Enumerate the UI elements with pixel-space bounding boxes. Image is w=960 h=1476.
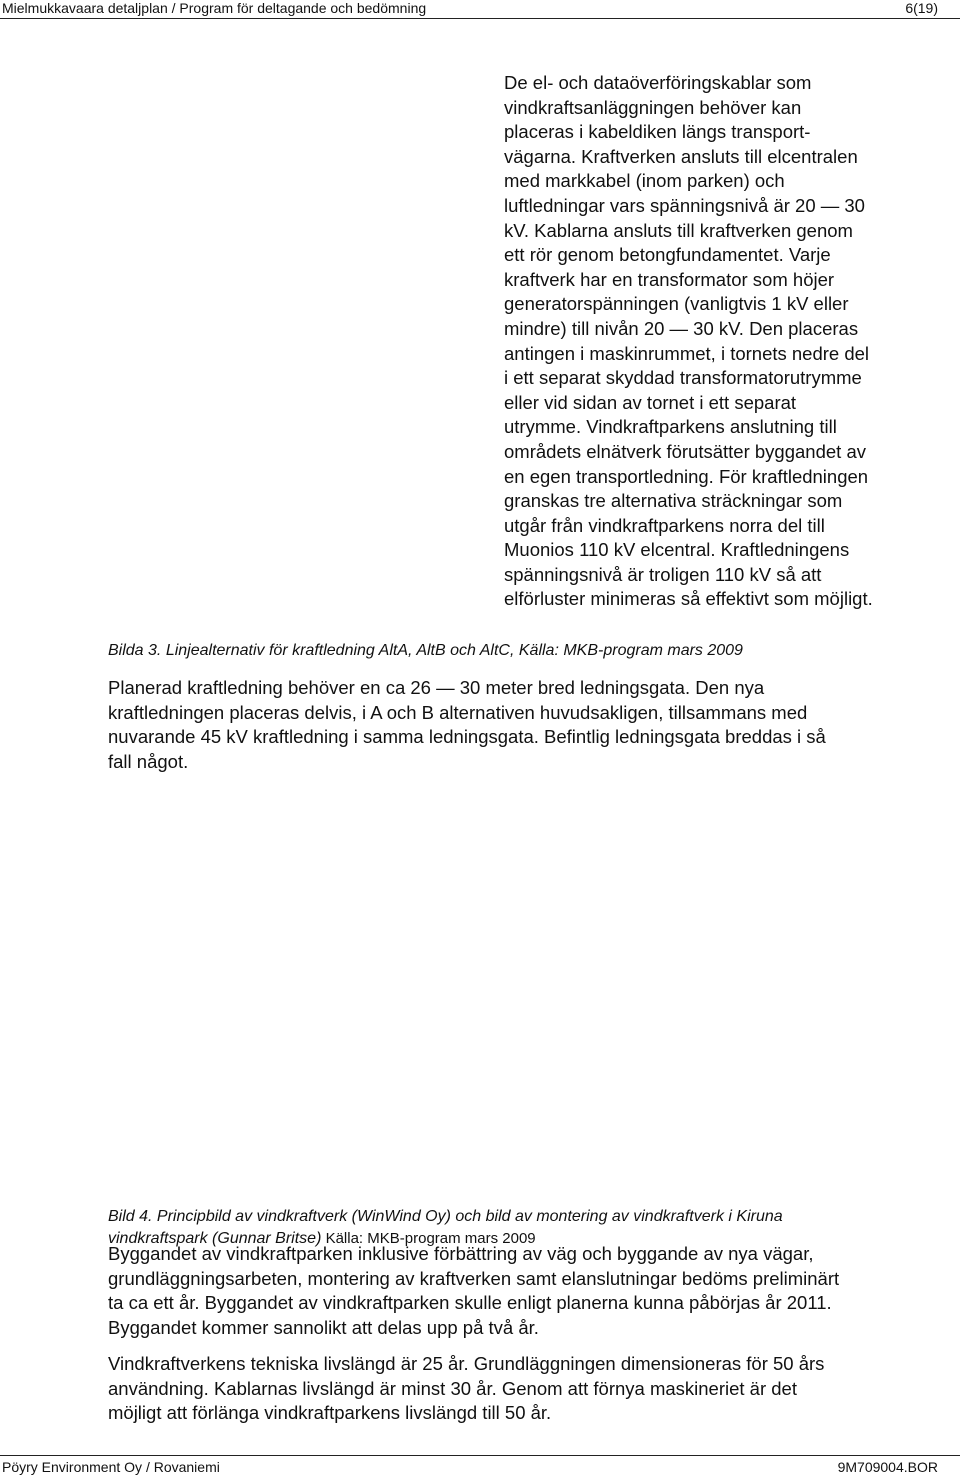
figure-caption-bild-4-text: Bild 4. Principbild av vindkraftverk (WinWind Oy) och bild av montering av vindkraftverk i Kiruna vindkraftspark (Gunnar Britse) bbox=[108, 1208, 783, 1247]
page-footer bbox=[0, 1455, 960, 1476]
footer-company: Pöyry Environment Oy / Rovaniemi bbox=[2, 1459, 220, 1475]
figure-caption-bilda-3: Bilda 3. Linjealternativ för kraftledning AltA, AltB och AltC, Källa: MKB-program mars 2009 bbox=[108, 642, 743, 659]
page-header bbox=[0, 0, 960, 19]
cable-description-paragraph: De el- och dataöverföringskablar som vindkraftsanläggningen behöver kan placeras i kabeldiken längs transport- vägarna. Kraftverken ansluts till elcentralen med markkabel (inom parken) och luftledningar vars spänningsnivå är 20 — 30 kV. Kablarna ansluts till kraftverken genom ett rör genom betongfundamentet. Varje kraftverk har en transformator som höjer generatorspänningen (vanligtvis 1 kV eller mindre) till nivån 20 — 30 kV. Den placeras antingen i maskinrummet, i tornets nedre del i ett separat skyddad transformatorutrymme eller vid sidan av tornet i ett separat utrymme. Vindkraftparkens anslutning till områdets elnätverk förutsätter byggandet av en egen transportledning. För kraftledningen granskas tre alternativa sträckningar som utgår från vindkraftparkens norra del till Muonios 110 kV elcentral. Kraftledningens spänningsnivå är troligen 110 kV så att elförluster minimeras så effektivt som möjligt. bbox=[504, 72, 873, 610]
figure-caption-bild-4 bbox=[108, 1184, 953, 1250]
lifespan-paragraph: Vindkraftverkens tekniska livslängd är 25 år. Grundläggningen dimensioneras för 50 års användning. Kablarnas livslängd är minst 30 år. Genom att förnya maskineriet är det möjligt att förlänga vindkraftparkens livslängd till 50 år. bbox=[108, 1353, 825, 1423]
page-number: 6(19) bbox=[905, 0, 938, 16]
construction-paragraph: Byggandet av vindkraftparken inklusive förbättring av väg och byggande av nya vägar, grundläggningsarbeten, montering av kraftverken samt elanslutningar bedöms preliminärt ta ca ett år. Byggandet av vindkraftparken skulle enligt planerna kunna påbörjas år 2011. Byggandet kommer sannolikt att delas upp på två år. bbox=[108, 1243, 840, 1338]
footer-document-code: 9M709004.BOR bbox=[837, 1459, 938, 1475]
power-line-paragraph: Planerad kraftledning behöver en ca 26 — 30 meter bred ledningsgata. Den nya kraftledningen placeras delvis, i A och B alternativen huvudsakligen, tillsammans med nuvarande 45 kV kraftledning i samma ledningsgata. Befintlig ledningsgata breddas i så fall något. bbox=[108, 677, 826, 772]
document-title: Mielmukkavaara detaljplan / Program för deltagande och bedömning bbox=[2, 0, 427, 16]
figure-caption-bild-4-source: Källa: MKB-program mars 2009 bbox=[321, 1230, 536, 1247]
